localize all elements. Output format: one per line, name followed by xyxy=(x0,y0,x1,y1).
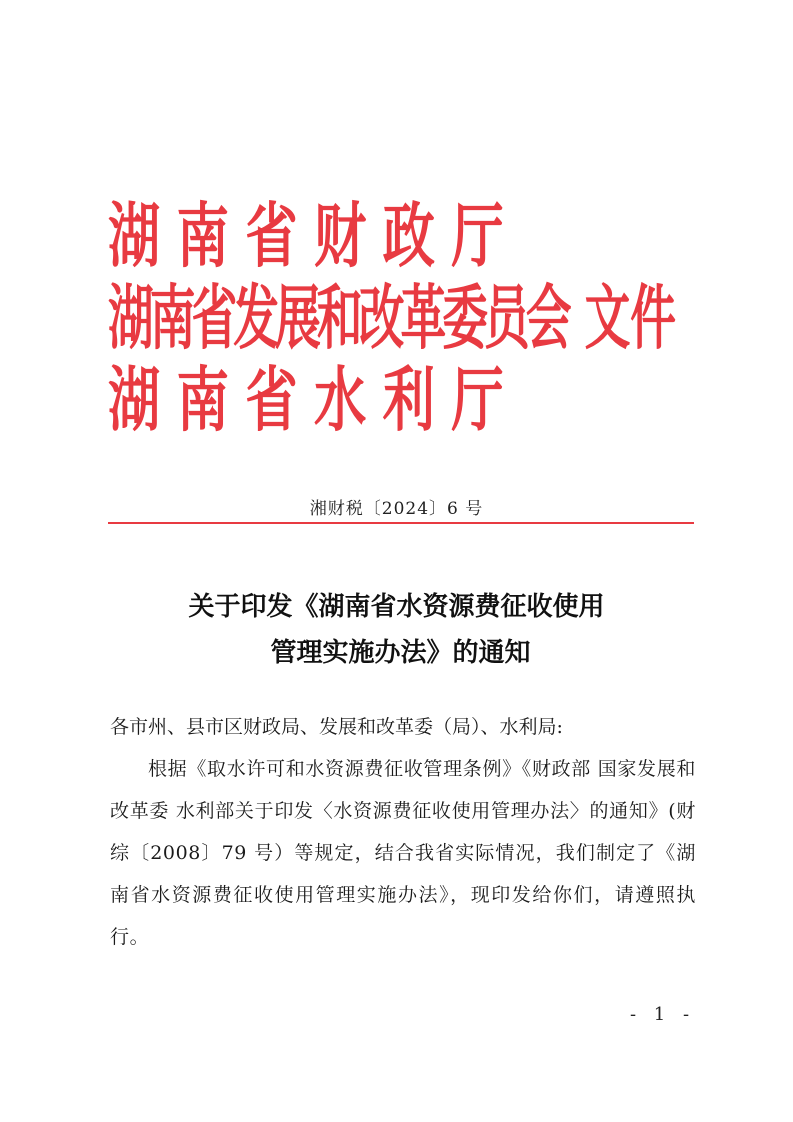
header-agency-finance: 湖南省财政厅 xyxy=(108,195,520,277)
body-paragraph: 根据《取水许可和水资源费征收管理条例》《财政部 国家发展和改革委 水利部关于印发〈水资源费征收使用管理办法〉的通知》(财综〔2008〕79 号）等规定，结合我省实际情况，我们制定了《湖南省水资源费征收使用管理实施办法》，现印发给你们，请遵照执行。 xyxy=(110,758,696,948)
header-agency-water: 湖南省水利厅 xyxy=(108,359,520,441)
document-number: 湘财税〔2024〕6 号 xyxy=(309,499,484,519)
title-line-1: 关于印发《湖南省水资源费征收使用 xyxy=(188,592,605,622)
header-document-label: 文件 xyxy=(584,277,676,359)
document-body xyxy=(110,706,696,958)
header-agency-development-name: 湖南省发展和改革委员会 xyxy=(108,277,568,359)
recipients-line: 各市州、县市区财政局、发展和改革委（局）、水利局: xyxy=(110,716,563,738)
page-number: - 1 - xyxy=(630,1004,696,1025)
title-line-2: 管理实施办法》的通知 xyxy=(270,638,531,668)
red-divider-line xyxy=(108,522,694,524)
document-title xyxy=(0,584,793,676)
header-agency-development xyxy=(108,278,676,358)
